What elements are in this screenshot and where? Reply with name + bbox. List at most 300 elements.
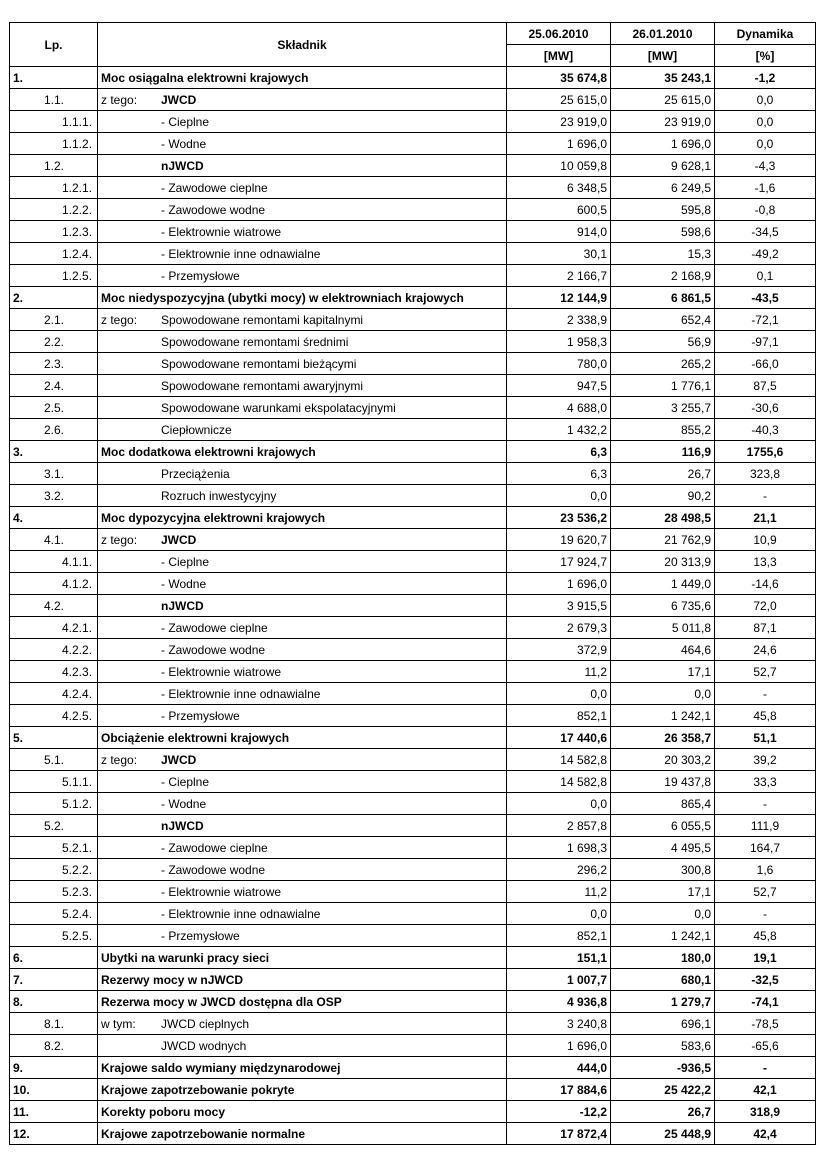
value-dynamika: -1,2 — [715, 67, 816, 89]
row-label-cell — [98, 1101, 507, 1123]
value-2010-06-25: 151,1 — [507, 947, 611, 969]
value-2010-06-25: 2 338,9 — [507, 309, 611, 331]
value-2010-01-26: 680,1 — [611, 969, 715, 991]
row-label-cell — [98, 287, 507, 309]
row-prefix: z tego: — [101, 92, 138, 107]
table-row — [10, 529, 816, 551]
value-dynamika: -14,6 — [715, 573, 816, 595]
value-2010-01-26: 23 919,0 — [611, 111, 715, 133]
table-row — [10, 1013, 816, 1035]
table-row — [10, 793, 816, 815]
value-dynamika: 111,9 — [715, 815, 816, 837]
table-row — [10, 837, 816, 859]
table-row — [10, 287, 816, 309]
value-2010-01-26: 4 495,5 — [611, 837, 715, 859]
row-label: JWCD cieplnych — [161, 1016, 250, 1031]
row-number: 5.1.2. — [10, 793, 98, 815]
row-prefix: z tego: — [101, 312, 138, 327]
value-2010-01-26: 595,8 — [611, 199, 715, 221]
row-label-cell — [98, 551, 507, 573]
value-dynamika: 45,8 — [715, 925, 816, 947]
row-number: 2. — [10, 287, 98, 309]
table-row — [10, 727, 816, 749]
table-row — [10, 419, 816, 441]
row-label: JWCD — [161, 92, 197, 107]
value-2010-01-26: 56,9 — [611, 331, 715, 353]
row-number: 5.2.3. — [10, 881, 98, 903]
row-label: Moc niedyspozycyjna (ubytki mocy) w elektrowniach krajowych — [101, 290, 464, 305]
value-2010-01-26: 19 437,8 — [611, 771, 715, 793]
row-label: - Przemysłowe — [161, 268, 240, 283]
value-dynamika: 39,2 — [715, 749, 816, 771]
value-2010-01-26: -936,5 — [611, 1057, 715, 1079]
table-row — [10, 661, 816, 683]
row-label-cell — [98, 639, 507, 661]
table-row — [10, 353, 816, 375]
row-number: 3.1. — [10, 463, 98, 485]
value-dynamika: 87,1 — [715, 617, 816, 639]
row-label: nJWCD — [161, 598, 204, 613]
value-2010-01-26: 6 055,5 — [611, 815, 715, 837]
header-unit-1: [MW] — [507, 45, 611, 67]
row-number: 1.2.4. — [10, 243, 98, 265]
header-lp: Lp. — [10, 23, 98, 67]
value-2010-01-26: 26 358,7 — [611, 727, 715, 749]
row-number: 1.2.2. — [10, 199, 98, 221]
value-2010-06-25: 444,0 — [507, 1057, 611, 1079]
row-number: 4.2.2. — [10, 639, 98, 661]
value-2010-06-25: 1 007,7 — [507, 969, 611, 991]
table-row — [10, 925, 816, 947]
row-label-cell — [98, 199, 507, 221]
row-number: 4. — [10, 507, 98, 529]
value-dynamika: 1,6 — [715, 859, 816, 881]
value-dynamika: -74,1 — [715, 991, 816, 1013]
row-label: - Cieplne — [161, 774, 210, 789]
row-number: 1.1.1. — [10, 111, 98, 133]
header-date-1: 25.06.2010 — [507, 23, 611, 45]
value-2010-06-25: 3 915,5 — [507, 595, 611, 617]
value-2010-06-25: 1 696,0 — [507, 1035, 611, 1057]
row-label-cell — [98, 881, 507, 903]
row-label-cell — [98, 1079, 507, 1101]
row-label-cell — [98, 683, 507, 705]
value-2010-06-25: 30,1 — [507, 243, 611, 265]
value-dynamika: 164,7 — [715, 837, 816, 859]
row-number: 7. — [10, 969, 98, 991]
row-number: 4.2.3. — [10, 661, 98, 683]
value-dynamika: 13,3 — [715, 551, 816, 573]
value-2010-06-25: 2 166,7 — [507, 265, 611, 287]
table-row — [10, 551, 816, 573]
value-2010-01-26: 25 615,0 — [611, 89, 715, 111]
value-2010-01-26: 180,0 — [611, 947, 715, 969]
row-label: Obciążenie elektrowni krajowych — [101, 730, 290, 745]
value-2010-01-26: 9 628,1 — [611, 155, 715, 177]
value-2010-01-26: 17,1 — [611, 881, 715, 903]
row-label-cell — [98, 595, 507, 617]
table-row — [10, 485, 816, 507]
row-label: - Elektrownie wiatrowe — [161, 664, 282, 679]
value-dynamika: -66,0 — [715, 353, 816, 375]
row-number: 5.2.4. — [10, 903, 98, 925]
row-number: 1. — [10, 67, 98, 89]
value-dynamika: -34,5 — [715, 221, 816, 243]
value-2010-06-25: 780,0 — [507, 353, 611, 375]
value-2010-06-25: 23 536,2 — [507, 507, 611, 529]
row-number: 4.1.2. — [10, 573, 98, 595]
value-2010-01-26: 0,0 — [611, 683, 715, 705]
row-label-cell — [98, 89, 507, 111]
value-2010-01-26: 265,2 — [611, 353, 715, 375]
table-row — [10, 199, 816, 221]
value-2010-06-25: 4 936,8 — [507, 991, 611, 1013]
row-label-cell — [98, 507, 507, 529]
row-label-cell — [98, 969, 507, 991]
row-number: 1.2.5. — [10, 265, 98, 287]
row-prefix: w tym: — [101, 1016, 136, 1031]
row-label: Moc dodatkowa elektrowni krajowych — [101, 444, 316, 459]
row-label: nJWCD — [161, 818, 204, 833]
row-label: - Elektrownie inne odnawialne — [161, 686, 321, 701]
power-balance-table — [9, 22, 816, 1145]
row-number: 2.3. — [10, 353, 98, 375]
row-label: Ubytki na warunki pracy sieci — [101, 950, 270, 965]
row-number: 4.2.5. — [10, 705, 98, 727]
header-skladnik: Składnik — [98, 23, 507, 67]
row-label: JWCD — [161, 752, 197, 767]
value-2010-06-25: 14 582,8 — [507, 749, 611, 771]
table-body — [10, 67, 816, 1145]
row-number: 6. — [10, 947, 98, 969]
table-row — [10, 683, 816, 705]
row-number: 2.1. — [10, 309, 98, 331]
value-2010-01-26: 2 168,9 — [611, 265, 715, 287]
table-row — [10, 573, 816, 595]
value-2010-01-26: 90,2 — [611, 485, 715, 507]
value-2010-01-26: 464,6 — [611, 639, 715, 661]
table-row — [10, 309, 816, 331]
row-label-cell — [98, 793, 507, 815]
value-2010-01-26: 1 776,1 — [611, 375, 715, 397]
row-label-cell — [98, 749, 507, 771]
value-2010-01-26: 0,0 — [611, 903, 715, 925]
value-2010-01-26: 17,1 — [611, 661, 715, 683]
table-row — [10, 1101, 816, 1123]
value-2010-06-25: 6 348,5 — [507, 177, 611, 199]
row-label: Rezerwa mocy w JWCD dostępna dla OSP — [101, 994, 342, 1009]
row-label: - Zawodowe wodne — [161, 642, 266, 657]
table-row — [10, 89, 816, 111]
value-2010-01-26: 21 762,9 — [611, 529, 715, 551]
value-dynamika: - — [715, 1057, 816, 1079]
value-2010-01-26: 6 861,5 — [611, 287, 715, 309]
value-2010-01-26: 300,8 — [611, 859, 715, 881]
value-dynamika: -32,5 — [715, 969, 816, 991]
row-label: Korekty poboru mocy — [101, 1104, 226, 1119]
value-dynamika: -97,1 — [715, 331, 816, 353]
row-label-cell — [98, 947, 507, 969]
value-2010-01-26: 20 313,9 — [611, 551, 715, 573]
row-number: 1.2.1. — [10, 177, 98, 199]
row-label-cell — [98, 111, 507, 133]
row-number: 9. — [10, 1057, 98, 1079]
row-label: - Elektrownie wiatrowe — [161, 884, 282, 899]
row-label: Rezerwy mocy w nJWCD — [101, 972, 244, 987]
row-label-cell — [98, 859, 507, 881]
table-row — [10, 331, 816, 353]
row-label: - Zawodowe cieplne — [161, 840, 268, 855]
value-2010-06-25: 0,0 — [507, 485, 611, 507]
value-2010-06-25: 296,2 — [507, 859, 611, 881]
value-dynamika: -49,2 — [715, 243, 816, 265]
row-label: nJWCD — [161, 158, 204, 173]
row-label-cell — [98, 441, 507, 463]
table-row — [10, 595, 816, 617]
table-row — [10, 771, 816, 793]
row-number: 8.2. — [10, 1035, 98, 1057]
header-dynamika: Dynamika — [715, 23, 816, 45]
value-dynamika: 52,7 — [715, 881, 816, 903]
value-2010-01-26: 25 448,9 — [611, 1123, 715, 1145]
row-label: - Przemysłowe — [161, 928, 240, 943]
value-2010-01-26: 855,2 — [611, 419, 715, 441]
table-row — [10, 463, 816, 485]
row-label-cell — [98, 177, 507, 199]
table-row — [10, 859, 816, 881]
row-label: - Zawodowe cieplne — [161, 620, 268, 635]
row-label-cell — [98, 837, 507, 859]
value-2010-06-25: 11,2 — [507, 661, 611, 683]
value-2010-06-25: 17 924,7 — [507, 551, 611, 573]
table-row — [10, 903, 816, 925]
row-number: 2.4. — [10, 375, 98, 397]
table-row — [10, 639, 816, 661]
row-number: 11. — [10, 1101, 98, 1123]
value-2010-01-26: 26,7 — [611, 463, 715, 485]
row-number: 5. — [10, 727, 98, 749]
value-dynamika: 0,1 — [715, 265, 816, 287]
value-2010-06-25: 852,1 — [507, 705, 611, 727]
value-2010-01-26: 6 735,6 — [611, 595, 715, 617]
value-2010-06-25: 2 679,3 — [507, 617, 611, 639]
row-label-cell — [98, 573, 507, 595]
header-unit-2: [MW] — [611, 45, 715, 67]
row-label: - Wodne — [161, 576, 207, 591]
value-dynamika: 42,1 — [715, 1079, 816, 1101]
table-row — [10, 133, 816, 155]
table-row — [10, 1035, 816, 1057]
row-label: Krajowe zapotrzebowanie pokryte — [101, 1082, 295, 1097]
row-label: Rozruch inwestycyjny — [161, 488, 277, 503]
value-2010-01-26: 3 255,7 — [611, 397, 715, 419]
row-number: 5.2.1. — [10, 837, 98, 859]
value-2010-06-25: 35 674,8 — [507, 67, 611, 89]
row-label-cell — [98, 1123, 507, 1145]
table-row — [10, 881, 816, 903]
row-label: Spowodowane remontami kapitalnymi — [161, 312, 364, 327]
table-row — [10, 67, 816, 89]
value-2010-01-26: 15,3 — [611, 243, 715, 265]
row-number: 1.1. — [10, 89, 98, 111]
value-dynamika: -0,8 — [715, 199, 816, 221]
value-2010-06-25: 914,0 — [507, 221, 611, 243]
value-2010-06-25: 10 059,8 — [507, 155, 611, 177]
row-number: 8.1. — [10, 1013, 98, 1035]
row-label-cell — [98, 771, 507, 793]
value-2010-01-26: 652,4 — [611, 309, 715, 331]
table-row — [10, 375, 816, 397]
row-number: 4.2.1. — [10, 617, 98, 639]
table-row — [10, 243, 816, 265]
table-row — [10, 1123, 816, 1145]
value-2010-06-25: 3 240,8 — [507, 1013, 611, 1035]
value-2010-01-26: 26,7 — [611, 1101, 715, 1123]
value-2010-06-25: 947,5 — [507, 375, 611, 397]
value-2010-06-25: 17 440,6 — [507, 727, 611, 749]
table-row — [10, 969, 816, 991]
row-number: 3. — [10, 441, 98, 463]
value-2010-01-26: 25 422,2 — [611, 1079, 715, 1101]
row-label-cell — [98, 353, 507, 375]
row-label: Spowodowane remontami średnimi — [161, 334, 349, 349]
row-label: Spowodowane remontami awaryjnymi — [161, 378, 364, 393]
row-number: 5.2.2. — [10, 859, 98, 881]
value-2010-06-25: 11,2 — [507, 881, 611, 903]
value-dynamika: 87,5 — [715, 375, 816, 397]
value-dynamika: -30,6 — [715, 397, 816, 419]
row-label-cell — [98, 1013, 507, 1035]
row-label-cell — [98, 925, 507, 947]
value-2010-06-25: 23 919,0 — [507, 111, 611, 133]
table-row — [10, 1079, 816, 1101]
table-row — [10, 441, 816, 463]
value-2010-06-25: 1 432,2 — [507, 419, 611, 441]
value-dynamika: -43,5 — [715, 287, 816, 309]
row-label-cell — [98, 705, 507, 727]
row-label: - Wodne — [161, 136, 207, 151]
row-number: 5.2. — [10, 815, 98, 837]
value-dynamika: 10,9 — [715, 529, 816, 551]
value-2010-06-25: 1 958,3 — [507, 331, 611, 353]
value-2010-01-26: 116,9 — [611, 441, 715, 463]
row-number: 4.2.4. — [10, 683, 98, 705]
value-2010-01-26: 6 249,5 — [611, 177, 715, 199]
value-2010-01-26: 20 303,2 — [611, 749, 715, 771]
row-label-cell — [98, 1035, 507, 1057]
value-2010-01-26: 1 242,1 — [611, 705, 715, 727]
row-label: Spowodowane remontami bieżącymi — [161, 356, 357, 371]
row-label: - Elektrownie wiatrowe — [161, 224, 282, 239]
row-label: Ciepłownicze — [161, 422, 232, 437]
value-dynamika: - — [715, 485, 816, 507]
row-number: 12. — [10, 1123, 98, 1145]
row-number: 1.2. — [10, 155, 98, 177]
table-row — [10, 749, 816, 771]
row-label: JWCD wodnych — [161, 1038, 247, 1053]
value-2010-06-25: 6,3 — [507, 441, 611, 463]
value-2010-01-26: 1 242,1 — [611, 925, 715, 947]
row-label: Krajowe saldo wymiany międzynarodowej — [101, 1060, 341, 1075]
table-row — [10, 507, 816, 529]
row-label-cell — [98, 67, 507, 89]
row-label-cell — [98, 331, 507, 353]
value-2010-06-25: 1 696,0 — [507, 133, 611, 155]
value-dynamika: - — [715, 683, 816, 705]
row-label-cell — [98, 661, 507, 683]
value-2010-01-26: 696,1 — [611, 1013, 715, 1035]
table-row — [10, 221, 816, 243]
row-number: 5.1.1. — [10, 771, 98, 793]
value-dynamika: 0,0 — [715, 133, 816, 155]
value-2010-06-25: 6,3 — [507, 463, 611, 485]
row-label: - Przemysłowe — [161, 708, 240, 723]
value-dynamika: -4,3 — [715, 155, 816, 177]
row-prefix: z tego: — [101, 752, 138, 767]
row-label-cell — [98, 485, 507, 507]
value-dynamika: 0,0 — [715, 111, 816, 133]
value-dynamika: -78,5 — [715, 1013, 816, 1035]
value-dynamika: -40,3 — [715, 419, 816, 441]
value-dynamika: 33,3 — [715, 771, 816, 793]
row-label-cell — [98, 133, 507, 155]
row-label-cell — [98, 309, 507, 331]
row-label-cell — [98, 529, 507, 551]
row-label-cell — [98, 155, 507, 177]
value-dynamika: 24,6 — [715, 639, 816, 661]
table-row — [10, 815, 816, 837]
value-2010-01-26: 1 696,0 — [611, 133, 715, 155]
value-2010-06-25: 19 620,7 — [507, 529, 611, 551]
row-number: 4.2. — [10, 595, 98, 617]
value-2010-01-26: 28 498,5 — [611, 507, 715, 529]
row-number: 10. — [10, 1079, 98, 1101]
value-2010-06-25: 852,1 — [507, 925, 611, 947]
row-number: 2.6. — [10, 419, 98, 441]
value-dynamika: 1755,6 — [715, 441, 816, 463]
value-2010-06-25: 25 615,0 — [507, 89, 611, 111]
value-dynamika: 52,7 — [715, 661, 816, 683]
table-row — [10, 265, 816, 287]
value-dynamika: 19,1 — [715, 947, 816, 969]
row-label: Moc osiągalna elektrowni krajowych — [101, 70, 309, 85]
header-date-2: 26.01.2010 — [611, 23, 715, 45]
value-2010-06-25: 372,9 — [507, 639, 611, 661]
table-row — [10, 177, 816, 199]
value-2010-06-25: 0,0 — [507, 903, 611, 925]
value-2010-06-25: 1 696,0 — [507, 573, 611, 595]
row-label: - Elektrownie inne odnawialne — [161, 906, 321, 921]
row-number: 1.2.3. — [10, 221, 98, 243]
table-row — [10, 397, 816, 419]
value-2010-01-26: 5 011,8 — [611, 617, 715, 639]
value-2010-01-26: 865,4 — [611, 793, 715, 815]
row-label: - Zawodowe cieplne — [161, 180, 268, 195]
table-row — [10, 617, 816, 639]
row-label-cell — [98, 375, 507, 397]
row-label: - Elektrownie inne odnawialne — [161, 246, 321, 261]
row-label-cell — [98, 903, 507, 925]
value-2010-06-25: -12,2 — [507, 1101, 611, 1123]
value-2010-06-25: 12 144,9 — [507, 287, 611, 309]
row-number: 5.1. — [10, 749, 98, 771]
value-dynamika: 72,0 — [715, 595, 816, 617]
header-unit-3: [%] — [715, 45, 816, 67]
row-label-cell — [98, 243, 507, 265]
row-number: 5.2.5. — [10, 925, 98, 947]
row-label: - Cieplne — [161, 114, 210, 129]
value-dynamika: 45,8 — [715, 705, 816, 727]
